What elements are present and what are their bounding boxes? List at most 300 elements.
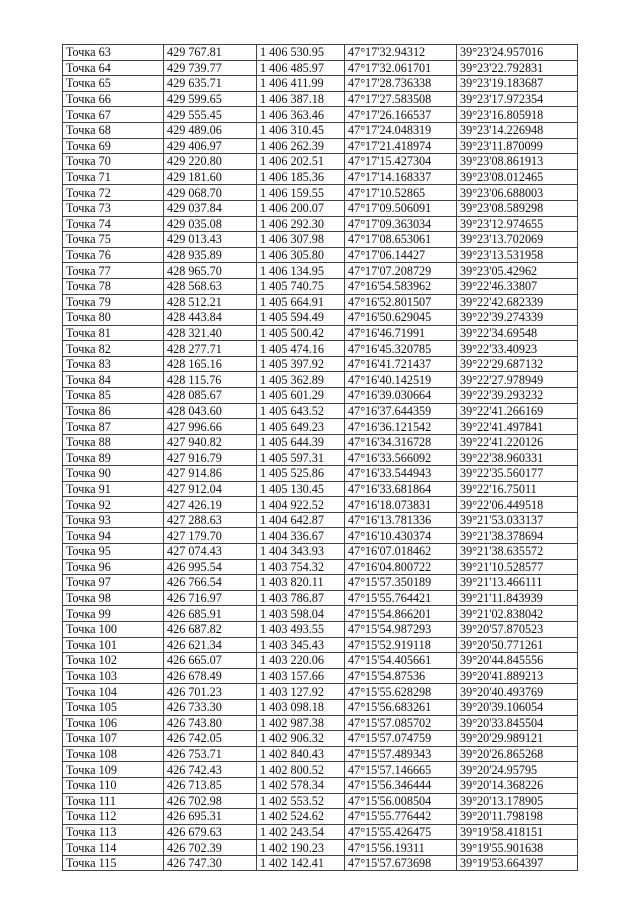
table-row [63,450,578,466]
longitude-cell: 39°22'39.274339 [457,310,578,326]
longitude-cell: 39°21'38.378694 [457,528,578,544]
x-coordinate-cell: 426 742.05 [164,731,257,747]
x-coordinate-cell: 426 742.43 [164,762,257,778]
table-row [63,731,578,747]
latitude-cell: 47°17'26.166537 [345,107,457,123]
x-coordinate-cell: 426 995.54 [164,559,257,575]
y-coordinate-cell: 1 406 292.30 [257,216,345,232]
table-row [63,169,578,185]
latitude-cell: 47°16'10.430374 [345,528,457,544]
latitude-cell: 47°16'39.030664 [345,388,457,404]
latitude-cell: 47°15'57.146665 [345,762,457,778]
longitude-cell: 39°21'53.033137 [457,512,578,528]
point-name-cell: Точка 89 [63,450,164,466]
table-row [63,544,578,560]
point-name-cell: Точка 81 [63,325,164,341]
longitude-cell: 39°20'57.870523 [457,621,578,637]
longitude-cell: 39°20'11.798198 [457,809,578,825]
point-name-cell: Точка 94 [63,528,164,544]
table-row [63,263,578,279]
x-coordinate-cell: 426 687.82 [164,621,257,637]
x-coordinate-cell: 426 702.98 [164,793,257,809]
longitude-cell: 39°22'38.960331 [457,450,578,466]
point-name-cell: Точка 92 [63,497,164,513]
y-coordinate-cell: 1 403 127.92 [257,684,345,700]
y-coordinate-cell: 1 405 525.86 [257,466,345,482]
x-coordinate-cell: 426 679.63 [164,824,257,840]
table-row [63,45,578,61]
table-row [63,200,578,216]
point-name-cell: Точка 69 [63,138,164,154]
longitude-cell: 39°19'53.664397 [457,855,578,871]
longitude-cell: 39°20'40.493769 [457,684,578,700]
point-name-cell: Точка 98 [63,590,164,606]
point-name-cell: Точка 101 [63,637,164,653]
point-name-cell: Точка 68 [63,122,164,138]
table-row [63,91,578,107]
table-row [63,715,578,731]
y-coordinate-cell: 1 406 307.98 [257,232,345,248]
point-name-cell: Точка 74 [63,216,164,232]
y-coordinate-cell: 1 402 142.41 [257,855,345,871]
point-name-cell: Точка 107 [63,731,164,747]
table-row [63,138,578,154]
x-coordinate-cell: 426 747.30 [164,855,257,871]
latitude-cell: 47°16'36.121542 [345,419,457,435]
y-coordinate-cell: 1 402 524.62 [257,809,345,825]
longitude-cell: 39°20'24.95795 [457,762,578,778]
point-name-cell: Точка 66 [63,91,164,107]
x-coordinate-cell: 427 912.04 [164,481,257,497]
table-row [63,512,578,528]
latitude-cell: 47°17'21.418974 [345,138,457,154]
table-row [63,575,578,591]
y-coordinate-cell: 1 403 786.87 [257,590,345,606]
table-row [63,372,578,388]
latitude-cell: 47°16'33.681864 [345,481,457,497]
table-row [63,434,578,450]
latitude-cell: 47°17'14.168337 [345,169,457,185]
x-coordinate-cell: 429 767.81 [164,45,257,61]
latitude-cell: 47°16'40.142519 [345,372,457,388]
table-row [63,840,578,856]
point-name-cell: Точка 110 [63,777,164,793]
y-coordinate-cell: 1 403 157.66 [257,668,345,684]
y-coordinate-cell: 1 405 130.45 [257,481,345,497]
x-coordinate-cell: 426 743.80 [164,715,257,731]
y-coordinate-cell: 1 404 642.87 [257,512,345,528]
x-coordinate-cell: 428 935.89 [164,247,257,263]
point-name-cell: Точка 103 [63,668,164,684]
latitude-cell: 47°15'54.405661 [345,653,457,669]
latitude-cell: 47°16'54.583962 [345,278,457,294]
longitude-cell: 39°20'14.368226 [457,777,578,793]
y-coordinate-cell: 1 405 649.23 [257,419,345,435]
table-row [63,684,578,700]
x-coordinate-cell: 428 965.70 [164,263,257,279]
y-coordinate-cell: 1 404 922.52 [257,497,345,513]
table-row [63,637,578,653]
table-row [63,653,578,669]
table-row [63,793,578,809]
x-coordinate-cell: 427 288.63 [164,512,257,528]
latitude-cell: 47°16'33.566092 [345,450,457,466]
table-row [63,621,578,637]
point-name-cell: Точка 104 [63,684,164,700]
table-row [63,325,578,341]
longitude-cell: 39°23'19.183687 [457,76,578,92]
x-coordinate-cell: 426 713.85 [164,777,257,793]
y-coordinate-cell: 1 403 598.04 [257,606,345,622]
x-coordinate-cell: 426 702.39 [164,840,257,856]
x-coordinate-cell: 429 739.77 [164,60,257,76]
x-coordinate-cell: 426 678.49 [164,668,257,684]
y-coordinate-cell: 1 403 754.32 [257,559,345,575]
table-row [63,294,578,310]
y-coordinate-cell: 1 405 643.52 [257,403,345,419]
table-row [63,154,578,170]
longitude-cell: 39°23'16.805918 [457,107,578,123]
latitude-cell: 47°16'41.721437 [345,356,457,372]
latitude-cell: 47°16'46.71991 [345,325,457,341]
latitude-cell: 47°15'57.489343 [345,746,457,762]
latitude-cell: 47°16'52.801507 [345,294,457,310]
longitude-cell: 39°22'34.69548 [457,325,578,341]
latitude-cell: 47°16'50.629045 [345,310,457,326]
x-coordinate-cell: 429 406.97 [164,138,257,154]
point-name-cell: Точка 80 [63,310,164,326]
point-name-cell: Точка 67 [63,107,164,123]
x-coordinate-cell: 429 599.65 [164,91,257,107]
longitude-cell: 39°20'26.865268 [457,746,578,762]
latitude-cell: 47°17'09.363034 [345,216,457,232]
x-coordinate-cell: 426 685.91 [164,606,257,622]
latitude-cell: 47°17'15.427304 [345,154,457,170]
x-coordinate-cell: 427 996.66 [164,419,257,435]
x-coordinate-cell: 426 701.23 [164,684,257,700]
point-name-cell: Точка 109 [63,762,164,778]
table-row [63,419,578,435]
table-row [63,746,578,762]
x-coordinate-cell: 428 512.21 [164,294,257,310]
longitude-cell: 39°19'58.418151 [457,824,578,840]
longitude-cell: 39°23'08.861913 [457,154,578,170]
point-name-cell: Точка 72 [63,185,164,201]
latitude-cell: 47°17'24.048319 [345,122,457,138]
point-name-cell: Точка 105 [63,699,164,715]
longitude-cell: 39°22'16.75011 [457,481,578,497]
longitude-cell: 39°22'06.449518 [457,497,578,513]
x-coordinate-cell: 426 665.07 [164,653,257,669]
point-name-cell: Точка 93 [63,512,164,528]
longitude-cell: 39°22'27.978949 [457,372,578,388]
y-coordinate-cell: 1 402 906.32 [257,731,345,747]
y-coordinate-cell: 1 405 597.31 [257,450,345,466]
x-coordinate-cell: 428 085.67 [164,388,257,404]
x-coordinate-cell: 426 766.54 [164,575,257,591]
latitude-cell: 47°17'07.208729 [345,263,457,279]
x-coordinate-cell: 428 443.84 [164,310,257,326]
longitude-cell: 39°20'50.771261 [457,637,578,653]
table-row [63,668,578,684]
table-row [63,403,578,419]
latitude-cell: 47°15'57.350189 [345,575,457,591]
point-name-cell: Точка 73 [63,200,164,216]
x-coordinate-cell: 427 914.86 [164,466,257,482]
x-coordinate-cell: 427 940.82 [164,434,257,450]
longitude-cell: 39°20'13.178905 [457,793,578,809]
longitude-cell: 39°21'38.635572 [457,544,578,560]
y-coordinate-cell: 1 406 159.55 [257,185,345,201]
point-name-cell: Точка 102 [63,653,164,669]
longitude-cell: 39°20'44.845556 [457,653,578,669]
table-row [63,762,578,778]
longitude-cell: 39°22'42.682339 [457,294,578,310]
x-coordinate-cell: 428 165.16 [164,356,257,372]
y-coordinate-cell: 1 403 820.11 [257,575,345,591]
x-coordinate-cell: 429 068.70 [164,185,257,201]
x-coordinate-cell: 427 426.19 [164,497,257,513]
latitude-cell: 47°15'55.426475 [345,824,457,840]
x-coordinate-cell: 428 043.60 [164,403,257,419]
latitude-cell: 47°16'37.644359 [345,403,457,419]
y-coordinate-cell: 1 406 262.39 [257,138,345,154]
y-coordinate-cell: 1 402 553.52 [257,793,345,809]
y-coordinate-cell: 1 402 578.34 [257,777,345,793]
point-name-cell: Точка 90 [63,466,164,482]
x-coordinate-cell: 429 181.60 [164,169,257,185]
y-coordinate-cell: 1 403 220.06 [257,653,345,669]
x-coordinate-cell: 429 220.80 [164,154,257,170]
y-coordinate-cell: 1 403 345.43 [257,637,345,653]
table-row [63,559,578,575]
y-coordinate-cell: 1 406 185.36 [257,169,345,185]
x-coordinate-cell: 428 568.63 [164,278,257,294]
y-coordinate-cell: 1 406 202.51 [257,154,345,170]
longitude-cell: 39°23'12.974655 [457,216,578,232]
point-name-cell: Точка 115 [63,855,164,871]
longitude-cell: 39°22'39.293232 [457,388,578,404]
point-name-cell: Точка 82 [63,341,164,357]
y-coordinate-cell: 1 405 500.42 [257,325,345,341]
point-name-cell: Точка 114 [63,840,164,856]
longitude-cell: 39°22'29.687132 [457,356,578,372]
longitude-cell: 39°22'35.560177 [457,466,578,482]
latitude-cell: 47°15'56.346444 [345,777,457,793]
longitude-cell: 39°23'17.972354 [457,91,578,107]
point-name-cell: Точка 63 [63,45,164,61]
table-row [63,777,578,793]
longitude-cell: 39°23'13.531958 [457,247,578,263]
y-coordinate-cell: 1 406 310.45 [257,122,345,138]
y-coordinate-cell: 1 406 485.97 [257,60,345,76]
table-row [63,824,578,840]
longitude-cell: 39°20'29.989121 [457,731,578,747]
longitude-cell: 39°21'13.466111 [457,575,578,591]
coordinates-table [62,44,578,871]
longitude-cell: 39°22'41.497841 [457,419,578,435]
latitude-cell: 47°17'09.506091 [345,200,457,216]
longitude-cell: 39°23'24.957016 [457,45,578,61]
table-row [63,107,578,123]
point-name-cell: Точка 108 [63,746,164,762]
table-row [63,122,578,138]
longitude-cell: 39°22'46.33807 [457,278,578,294]
y-coordinate-cell: 1 405 474.16 [257,341,345,357]
latitude-cell: 47°15'56.19311 [345,840,457,856]
y-coordinate-cell: 1 406 134.95 [257,263,345,279]
y-coordinate-cell: 1 406 200.07 [257,200,345,216]
longitude-cell: 39°23'08.589298 [457,200,578,216]
x-coordinate-cell: 428 277.71 [164,341,257,357]
y-coordinate-cell: 1 402 840.43 [257,746,345,762]
x-coordinate-cell: 427 074.43 [164,544,257,560]
y-coordinate-cell: 1 402 243.54 [257,824,345,840]
latitude-cell: 47°17'32.94312 [345,45,457,61]
y-coordinate-cell: 1 405 740.75 [257,278,345,294]
table-row [63,388,578,404]
y-coordinate-cell: 1 406 305.80 [257,247,345,263]
point-name-cell: Точка 71 [63,169,164,185]
table-row [63,60,578,76]
point-name-cell: Точка 75 [63,232,164,248]
point-name-cell: Точка 87 [63,419,164,435]
point-name-cell: Точка 78 [63,278,164,294]
table-row [63,232,578,248]
point-name-cell: Точка 99 [63,606,164,622]
table-row [63,247,578,263]
latitude-cell: 47°15'56.683261 [345,699,457,715]
x-coordinate-cell: 429 555.45 [164,107,257,123]
point-name-cell: Точка 91 [63,481,164,497]
y-coordinate-cell: 1 405 362.89 [257,372,345,388]
y-coordinate-cell: 1 402 800.52 [257,762,345,778]
table-row [63,699,578,715]
point-name-cell: Точка 65 [63,76,164,92]
y-coordinate-cell: 1 404 343.93 [257,544,345,560]
table-row [63,185,578,201]
point-name-cell: Точка 88 [63,434,164,450]
coordinates-table-body [63,45,578,871]
latitude-cell: 47°15'54.866201 [345,606,457,622]
latitude-cell: 47°15'54.87536 [345,668,457,684]
latitude-cell: 47°15'57.085702 [345,715,457,731]
y-coordinate-cell: 1 405 397.92 [257,356,345,372]
x-coordinate-cell: 427 916.79 [164,450,257,466]
x-coordinate-cell: 427 179.70 [164,528,257,544]
y-coordinate-cell: 1 406 363.46 [257,107,345,123]
longitude-cell: 39°23'11.870099 [457,138,578,154]
latitude-cell: 47°15'55.764421 [345,590,457,606]
longitude-cell: 39°20'33.845504 [457,715,578,731]
x-coordinate-cell: 426 716.97 [164,590,257,606]
longitude-cell: 39°23'08.012465 [457,169,578,185]
latitude-cell: 47°16'13.781336 [345,512,457,528]
point-name-cell: Точка 83 [63,356,164,372]
y-coordinate-cell: 1 405 594.49 [257,310,345,326]
table-row [63,341,578,357]
table-row [63,528,578,544]
longitude-cell: 39°20'39.106054 [457,699,578,715]
latitude-cell: 47°15'57.074759 [345,731,457,747]
point-name-cell: Точка 70 [63,154,164,170]
x-coordinate-cell: 428 115.76 [164,372,257,388]
longitude-cell: 39°22'33.40923 [457,341,578,357]
latitude-cell: 47°16'33.544943 [345,466,457,482]
latitude-cell: 47°17'08.653061 [345,232,457,248]
point-name-cell: Точка 96 [63,559,164,575]
latitude-cell: 47°15'55.628298 [345,684,457,700]
y-coordinate-cell: 1 405 601.29 [257,388,345,404]
y-coordinate-cell: 1 405 644.39 [257,434,345,450]
table-row [63,76,578,92]
table-row [63,481,578,497]
point-name-cell: Точка 100 [63,621,164,637]
table-row [63,356,578,372]
y-coordinate-cell: 1 404 336.67 [257,528,345,544]
y-coordinate-cell: 1 406 411.99 [257,76,345,92]
point-name-cell: Точка 106 [63,715,164,731]
x-coordinate-cell: 426 695.31 [164,809,257,825]
table-row [63,606,578,622]
latitude-cell: 47°17'32.061701 [345,60,457,76]
x-coordinate-cell: 429 635.71 [164,76,257,92]
point-name-cell: Точка 112 [63,809,164,825]
latitude-cell: 47°16'34.316728 [345,434,457,450]
y-coordinate-cell: 1 406 530.95 [257,45,345,61]
point-name-cell: Точка 85 [63,388,164,404]
table-row [63,855,578,871]
point-name-cell: Точка 77 [63,263,164,279]
x-coordinate-cell: 429 489.06 [164,122,257,138]
x-coordinate-cell: 429 035.08 [164,216,257,232]
y-coordinate-cell: 1 402 190.23 [257,840,345,856]
latitude-cell: 47°15'57.673698 [345,855,457,871]
latitude-cell: 47°16'04.800722 [345,559,457,575]
x-coordinate-cell: 429 013.43 [164,232,257,248]
table-row [63,216,578,232]
latitude-cell: 47°17'27.583508 [345,91,457,107]
latitude-cell: 47°15'54.987293 [345,621,457,637]
latitude-cell: 47°15'52.919118 [345,637,457,653]
longitude-cell: 39°23'14.226948 [457,122,578,138]
x-coordinate-cell: 429 037.84 [164,200,257,216]
longitude-cell: 39°21'02.838042 [457,606,578,622]
latitude-cell: 47°17'28.736338 [345,76,457,92]
longitude-cell: 39°23'05.42962 [457,263,578,279]
table-row [63,466,578,482]
x-coordinate-cell: 426 621.34 [164,637,257,653]
x-coordinate-cell: 426 733.30 [164,699,257,715]
point-name-cell: Точка 97 [63,575,164,591]
latitude-cell: 47°16'07.018462 [345,544,457,560]
longitude-cell: 39°22'41.266169 [457,403,578,419]
table-row [63,590,578,606]
point-name-cell: Точка 111 [63,793,164,809]
point-name-cell: Точка 113 [63,824,164,840]
y-coordinate-cell: 1 403 493.55 [257,621,345,637]
point-name-cell: Точка 86 [63,403,164,419]
point-name-cell: Точка 79 [63,294,164,310]
table-row [63,497,578,513]
longitude-cell: 39°22'41.220126 [457,434,578,450]
table-row [63,809,578,825]
longitude-cell: 39°23'22.792831 [457,60,578,76]
table-row [63,278,578,294]
longitude-cell: 39°21'10.528577 [457,559,578,575]
longitude-cell: 39°23'13.702069 [457,232,578,248]
y-coordinate-cell: 1 402 987.38 [257,715,345,731]
